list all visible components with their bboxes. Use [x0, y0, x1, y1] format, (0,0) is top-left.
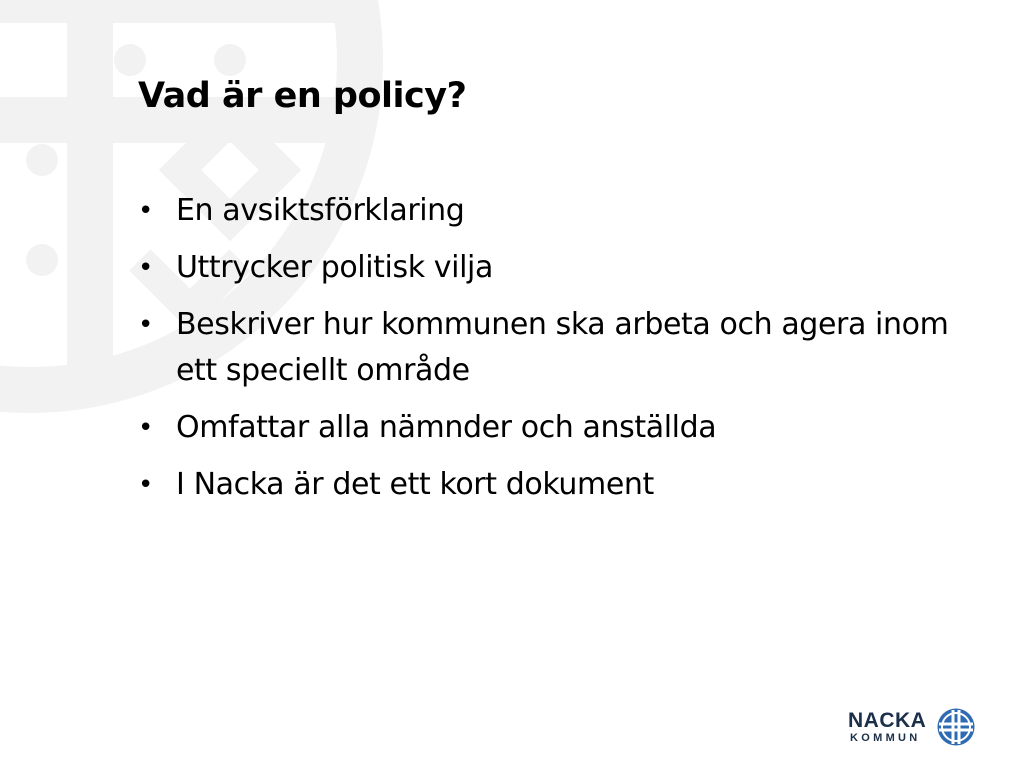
bullet-text: I Nacka är det ett kort dokument: [176, 467, 654, 502]
bullet-symbol: •: [138, 413, 153, 443]
bullet-item: [138, 405, 958, 451]
nacka-kommun-logo: [848, 706, 976, 750]
nacka-coat-of-arms-icon: [936, 707, 976, 747]
bullet-text: Omfattar alla nämnder och anställda: [176, 410, 717, 445]
bullet-item: [138, 188, 958, 234]
bullet-list: [138, 188, 958, 519]
bullet-text: Uttrycker politisk vilja: [176, 250, 493, 285]
bullet-symbol: •: [138, 470, 153, 500]
bullet-item: [138, 302, 958, 394]
bullet-symbol: •: [138, 253, 153, 283]
bullet-text: En avsiktsförklaring: [176, 193, 465, 228]
bullet-text: Beskriver hur kommunen ska arbeta och agera inom ett speciellt område: [176, 307, 949, 388]
slide-title: Vad är en policy?: [138, 76, 467, 116]
bullet-item: [138, 462, 958, 508]
logo-subtitle: KOMMUN: [850, 732, 921, 744]
bullet-symbol: •: [138, 196, 153, 226]
bullet-symbol: •: [138, 310, 153, 340]
bullet-item: [138, 245, 958, 291]
logo-name: NACKA: [848, 709, 927, 732]
